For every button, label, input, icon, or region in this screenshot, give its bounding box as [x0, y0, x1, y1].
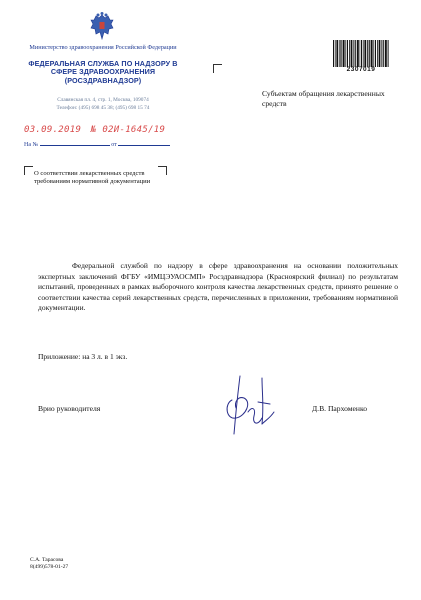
- subject-corner-left: [24, 166, 33, 175]
- reference-from-label: от: [111, 142, 117, 148]
- letter-body: Федеральной службой по надзору в сфере здравоохранения на основании положительных экспертных заключений ФГБУ «ИМЦЭУАОСМП» Росздравнадзора (Красноярский филиал) по результатам испытаний, проведенных в рамках выборочного контроля качества лекарственных средств, принято решение о соответствии качества серий лекарственных средств, перечисленных в приложении, требованиям нормативной документации.: [38, 261, 398, 313]
- phone-line: Телефон: (495) 698 45 38; (495) 698 15 74: [56, 105, 150, 111]
- barcode-number: 2307019: [346, 66, 376, 73]
- registration-date: 03.09.2019: [24, 125, 82, 135]
- addressee-corner: [213, 64, 222, 73]
- agency-name: ФЕДЕРАЛЬНАЯ СЛУЖБА ПО НАДЗОРУ В СФЕРЕ ЗДРАВООХРАНЕНИЯ (РОСЗДРАВНАДЗОР): [28, 59, 178, 85]
- reference-label: На №: [24, 142, 39, 148]
- registration-line: [24, 125, 194, 137]
- signatory-name: Д.В. Пархоменко: [312, 404, 368, 413]
- coat-of-arms-icon: [88, 12, 116, 42]
- reference-line: [24, 139, 194, 149]
- address-line: Славянская пл. 4, стр. 1, Москва, 109074: [57, 97, 149, 103]
- executor-phone: 8(499)578-01-27: [30, 564, 69, 570]
- registration-number: 02И-1645/19: [102, 125, 166, 135]
- ministry-name: Министерство здравоохранения Российской Федерации: [29, 44, 177, 51]
- letter-subject: О соответствии лекарственных средств требованиям нормативной документации: [34, 170, 151, 186]
- executor-name: С.А. Тарасова: [30, 557, 64, 563]
- barcode: [333, 12, 389, 67]
- addressee: Субъектам обращения лекарственных средств: [262, 89, 385, 108]
- signatory-title: Врио руководителя: [38, 404, 101, 413]
- registration-number-sign: №: [90, 125, 97, 135]
- agency-address: [28, 96, 178, 112]
- attachment-note: Приложение: на 3 л. в 1 экз.: [38, 352, 128, 361]
- signature-icon: [222, 372, 282, 440]
